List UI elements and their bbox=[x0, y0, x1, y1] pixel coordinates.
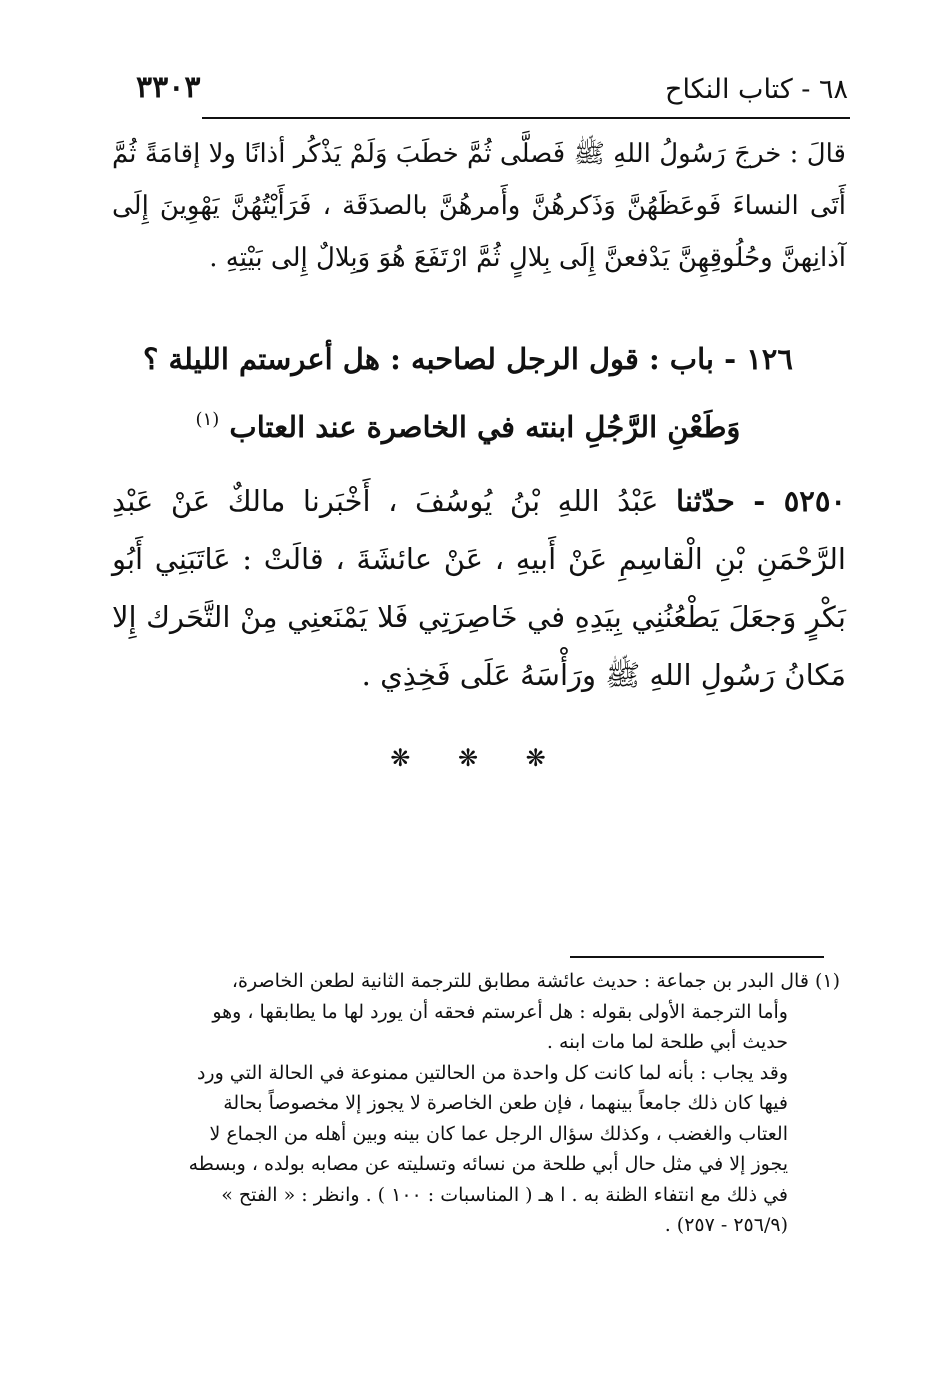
footnote-line: يجوز إلا في مثل حال أبي طلحة من نسائه وتسليته عن مصابه بولده ، وبسطه bbox=[188, 1153, 788, 1175]
footnote-line: (١) قال البدر بن جماعة : حديث عائشة مطابق للترجمة الثانية لطعن الخاصرة، bbox=[231, 970, 840, 992]
hadith-text-continued: قالَ : خرجَ رَسُولُ اللهِ ﷺ فَصلَّى ثُمَّ خطَبَ وَلَمْ يَذْكُر أذانًا ولا إقامَةً ثُمَّ أَتَى النساءَ فَوعَظَهُنَّ وَذَكرهُنَّ وأَمرهُنَّ بالصدَقَة ، فَرَأَيْتُهُنَّ يَهْوِينَ إِلَى آذانِهنَّ وحُلُوقِهِنَّ يَدْفعنَّ إِلَى بِلالٍ ثُمَّ ارْتَفَعَ هُوَ وَبِلالٌ إِلى بَيْتِهِ . bbox=[112, 139, 846, 273]
footnote-line: وقد يجاب : بأنه لما كانت كل واحدة من الحالتين ممنوعة في الحالة التي ورد bbox=[196, 1061, 788, 1084]
page-number: ٣٣٠٣ bbox=[136, 70, 201, 105]
footnote-line: في ذلك مع انتفاء الظنة به . ا هـ ( المناسبات : ١٠٠ ) . وانظر : « الفتح » bbox=[221, 1183, 788, 1206]
chapter-heading: ١٢٦ - باب : قول الرجل لصاحبه : هل أعرستم الليلة ؟ bbox=[143, 342, 793, 376]
footnote-line: العتاب والغضب ، وكذلك سؤال الرجل عما كان بينه وبين أهله من الجماع لا bbox=[209, 1122, 788, 1145]
chapter-heading-text: وَطَعْنِ الرَّجُلِ ابنته في الخاصرة عند العتاب bbox=[229, 410, 741, 444]
running-header-chapter: ٦٨ - كتاب النكاح bbox=[665, 74, 848, 105]
footnotes bbox=[112, 966, 840, 1241]
header-divider bbox=[202, 117, 850, 119]
footnote-line: فيها كان ذلك جامعاً بينهما ، فإن طعن الخاصرة لا يجوز إلا مخصوصاً بحالة bbox=[223, 1092, 788, 1114]
footnote-line: (٢٥٦/٩ - ٢٥٧) . bbox=[664, 1214, 788, 1236]
chapter-heading-continued bbox=[100, 410, 836, 444]
footnote-reference: (١) bbox=[195, 409, 220, 430]
footnote-divider bbox=[570, 956, 824, 958]
section-separator: ❋ ❋ ❋ bbox=[390, 744, 546, 772]
hadith-5250 bbox=[112, 472, 846, 704]
footnote-line: حديث أبي طلحة لما مات ابنه . bbox=[546, 1031, 788, 1053]
hadith-body: عَبْدُ اللهِ بْنُ يُوسُفَ ، أَخْبَرنا مالكٌ عَنْ عَبْدِ الرَّحْمَنِ بْنِ الْقاسِمِ عَنْ أَبيهِ ، عَنْ عائشَةَ ، قالَتْ : عَاتَبَنِي أَبُو بَكْرٍ وَجعَلَ يَطْعُنُنِي بِيَدِهِ في خَاصِرَتِي فَلا يَمْنَعنِي مِنْ التَّحَرك إِلا مَكانُ رَسُولِ اللهِ ﷺ ورَأْسَهُ عَلَى فَخِذِي . bbox=[112, 484, 846, 692]
hadith-number: ٥٢٥٠ - حدّثنا bbox=[676, 484, 847, 518]
footnote-line: وأما الترجمة الأولى بقوله : هل أعرستم فحقه أن يورد لها ما يطابقها ، وهو bbox=[212, 1000, 788, 1023]
